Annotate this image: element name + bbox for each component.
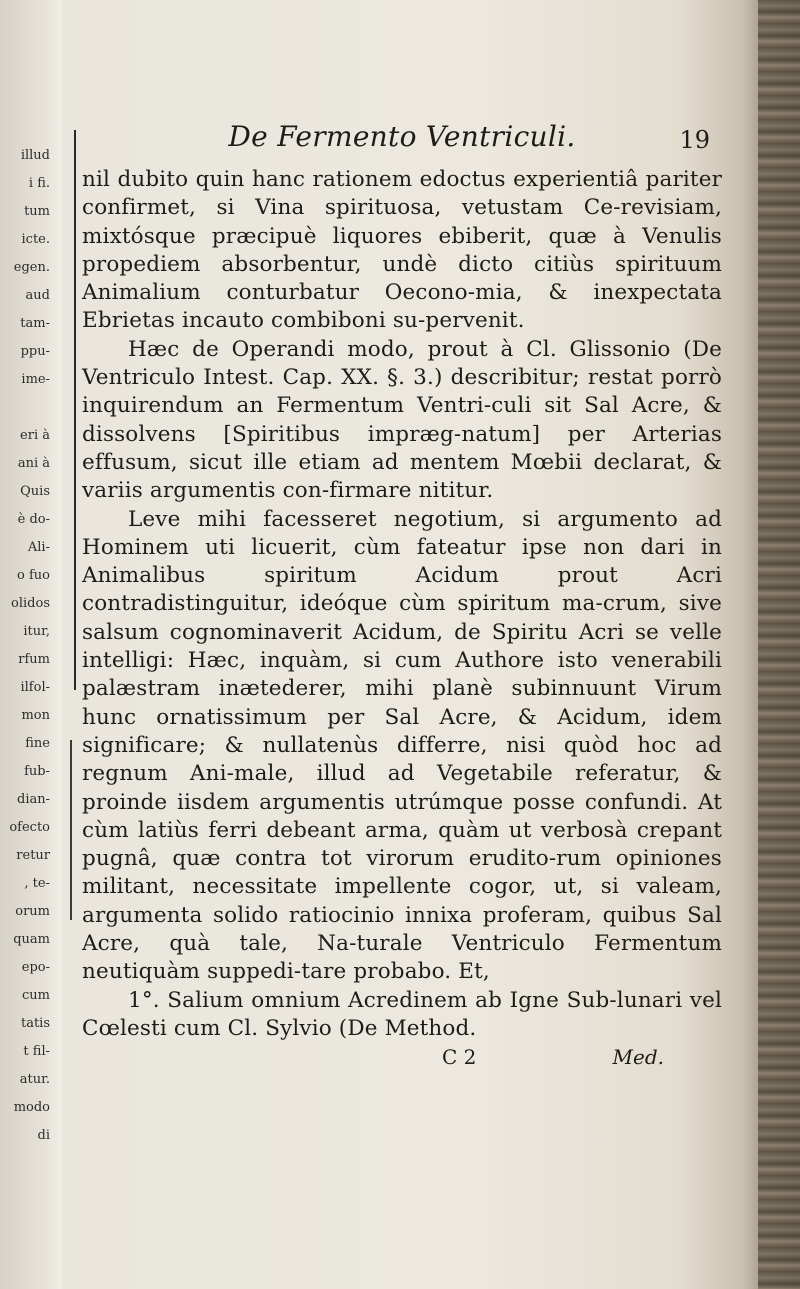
facing-page-fragment: aud <box>25 288 50 303</box>
facing-page-fragment: tam- <box>20 316 50 331</box>
paragraph-4: 1°. Salium omnium Acredinem ab Igne Sub-lunari vel Cœlesti cum Cl. Sylvio (De Method. <box>82 987 722 1041</box>
facing-page-fragment: atur. <box>19 1072 50 1087</box>
facing-page-fragment: fub- <box>24 764 50 779</box>
paragraph-3: Leve mihi facesseret negotium, si argumento ad Hominem uti licuerit, cùm fateatur ipse non dari in Animalibus spiritum Acidum prout Acri contradistinguitur, ideóque cùm spiritum ma-crum, sive salsum cognominaverit Acidum, de Spiritu Acri se velle intelligi: Hæc, inquàm, si cum Authore isto venerabili palæstram inætederer, mihi planè subinnuunt Virum hunc ornatissimum per Sal Acre, & Acidum, idem significare; & nullatenùs differre, nisi quòd hoc ad regnum Ani-male, illud ad Vegetabile referatur, & proinde iisdem argumentis utrúmque posse confundi. At cùm latiùs ferri debeant arma, quàm ut verbosà crepant pugnâ, quæ contra tot virorum erudito-rum opiniones militant, necessitate impellente cogor, ut, si valeam, argumenta solido ratiocinio innixa proferam, quibus Sal Acre, quà tale, Na-turale Ventriculo Fermentum neutiquàm suppedi-tare probabo. Et, <box>82 506 722 985</box>
running-head: De Fermento Ventriculi. <box>228 120 576 153</box>
facing-page-fragment: Quis <box>20 484 50 499</box>
facing-page-fragment <box>2 394 50 422</box>
facing-page-fragment: egen. <box>13 260 50 275</box>
facing-page-fragment: mon <box>21 708 50 723</box>
facing-page-fragment: tatis <box>20 1016 50 1031</box>
facing-page-fragment: epo- <box>21 960 50 975</box>
catchword: Med. <box>612 1045 664 1070</box>
facing-page-fragment: illud <box>20 148 50 163</box>
page-number: 19 <box>679 126 710 154</box>
facing-page-fragment: cum <box>22 988 50 1003</box>
facing-page-fragment: ani à <box>17 456 50 471</box>
facing-page-fragment: tum <box>24 204 50 219</box>
facing-page-fragment: è do- <box>17 512 50 527</box>
facing-page-fragment: quam <box>13 932 50 947</box>
facing-page-fragment: modo <box>13 1100 50 1115</box>
page-header <box>82 118 722 164</box>
facing-page-fragment: retur <box>16 848 50 863</box>
facing-page-fragment: fine <box>25 736 50 751</box>
facing-page-fragment: olidos <box>11 596 50 611</box>
facing-page-fragment: eri à <box>20 428 50 443</box>
facing-page-fragment: , te- <box>24 876 50 891</box>
facing-page-fragment: ilfol- <box>20 680 50 695</box>
facing-page-fragment: ime- <box>21 372 50 387</box>
signature-mark: C 2 <box>442 1045 477 1070</box>
paragraph-2: Hæc de Operandi modo, prout à Cl. Glissonio (De Ventriculo Intest. Cap. XX. §. 3.) describitur; restat porrò inquirendum an Fermentum Ventri-culi sit Sal Acre, & dissolvens [Spiritibus impræg-natum] per Arterias effusum, sicut ille etiam ad mentem Mœbii declarat, & variis argumentis con-firmare nititur. <box>82 336 722 504</box>
paragraph-1: nil dubito quin hanc rationem edoctus experientiâ pariter confirmet, si Vina spirituosa, vetustam Ce-revisiam, mixtósque præcipuè liquores ebiberit, quæ à Venulis propediem absorbentur, undè dicto citiùs spirituum Animalium conturbatur Oecono-mia, & inexpectata Ebrietas incauto combiboni su-pervenit. <box>82 167 722 334</box>
facing-page-fragment: ofecto <box>9 820 50 835</box>
facing-page-fragment: orum <box>15 904 50 919</box>
facing-page-text-fragments <box>2 142 50 1150</box>
facing-page-fragment: i fi. <box>28 176 50 191</box>
facing-page-fragment: ppu- <box>20 344 50 359</box>
body-text <box>82 166 722 1043</box>
facing-page-fragment: itur, <box>23 624 50 639</box>
gutter-rule <box>74 130 76 690</box>
book-page <box>82 118 722 1075</box>
facing-page-fragment: dian- <box>17 792 50 807</box>
facing-page-fragment: rfum <box>18 652 50 667</box>
gutter-rule-lower <box>70 740 72 920</box>
facing-page-fragment: icte. <box>21 232 50 247</box>
page-footer <box>82 1045 722 1075</box>
facing-page-fragment: t fil- <box>23 1044 50 1059</box>
book-fore-edge <box>758 0 800 1289</box>
facing-page-fragment: o fuo <box>17 568 50 583</box>
facing-page-fragment: di <box>37 1128 50 1143</box>
facing-page-fragment: Ali- <box>27 540 50 555</box>
